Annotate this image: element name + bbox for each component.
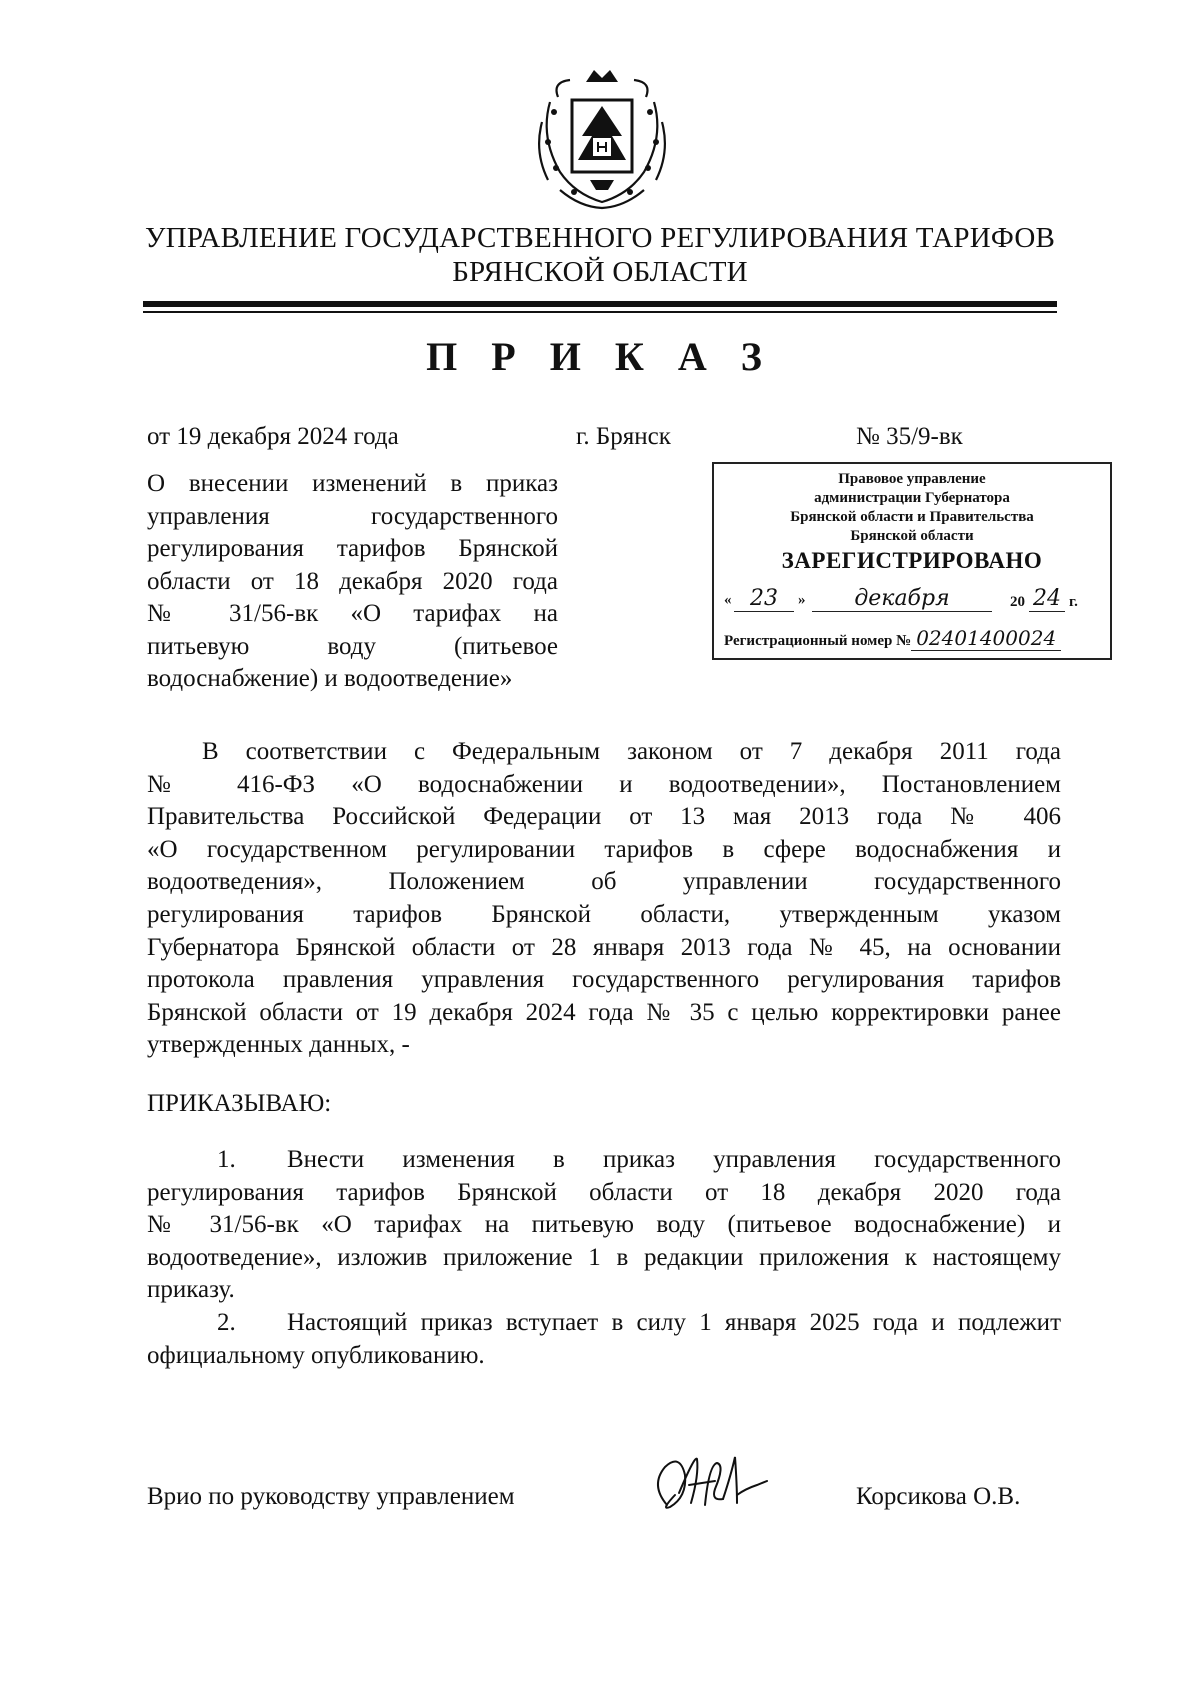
handwritten-signature: [645, 1445, 775, 1520]
stamp-day: 23: [734, 586, 794, 612]
subject-line: питьевую воду (питьевое: [147, 632, 558, 660]
document-subject: [147, 468, 558, 696]
item-line: водоотведение», изложив приложение 1 в редакции приложения к настоящему: [147, 1243, 1061, 1271]
item-number: 2.: [217, 1308, 236, 1336]
org-title-line2: БРЯНСКОЙ ОБЛАСТИ: [452, 256, 748, 288]
signatory-name: Корсикова О.В.: [856, 1483, 1021, 1510]
signatory-position: Врио по руководству управлением: [147, 1483, 515, 1510]
subject-line: № 31/56-вк «О тарифах на: [147, 600, 558, 627]
stamp-registration: [724, 626, 1109, 651]
order-word: ПРИКАЗЫВАЮ:: [147, 1090, 332, 1117]
stamp-reg-number: 02401400024: [911, 626, 1061, 651]
item-first-line: [147, 1144, 1061, 1177]
item-first-line: [147, 1307, 1061, 1340]
stamp-year-suffix: 24: [1029, 586, 1065, 612]
registration-stamp: [712, 462, 1112, 660]
item-line: № 31/56-вк «О тарифах на питьевую воду (питьевое водоснабжение) и: [147, 1211, 1061, 1239]
stamp-line2: администрации Губернатора: [814, 490, 1010, 506]
item-line: регулирования тарифов Брянской области от 18 декабря 2020 года: [147, 1178, 1061, 1206]
preamble-line: Губернатора Брянской области от 28 января 2013 года № 45, на основании: [147, 933, 1061, 961]
item-number: 1.: [217, 1146, 236, 1173]
item-text: Настоящий приказ вступает в силу 1 января 2025 года и подлежит: [287, 1308, 1061, 1336]
stamp-year-prefix: 20: [1010, 594, 1025, 610]
order-items: [147, 1144, 1061, 1372]
org-title-line1: УПРАВЛЕНИЕ ГОСУДАРСТВЕННОГО РЕГУЛИРОВАНИЯ ТАРИФОВ: [144, 222, 1056, 254]
item-text: Внести изменения в приказ управления государственного: [287, 1146, 1061, 1173]
header-rule-thick: [143, 301, 1057, 307]
subject-line: О внесении изменений в приказ: [147, 470, 558, 497]
stamp-line4: Брянской области: [850, 528, 974, 544]
preamble-line: Правительства Российской Федерации от 13 мая 2013 года № 406: [147, 803, 1061, 831]
document-date: от 19 декабря 2024 года: [147, 423, 399, 450]
preamble: [147, 736, 1061, 1062]
stamp-year-unit: г.: [1069, 594, 1078, 610]
stamp-month: декабря: [812, 586, 992, 612]
item-line: приказу.: [147, 1276, 235, 1304]
item-line: официальному опубликованию.: [147, 1341, 485, 1369]
coat-of-arms-icon: [530, 62, 674, 210]
preamble-line: В соответствии с Федеральным законом от 7 декабря 2011 года: [202, 738, 1061, 765]
subject-line: регулирования тарифов Брянской: [147, 535, 558, 562]
header-rule-thin: [143, 311, 1057, 313]
stamp-status: ЗАРЕГИСТРИРОВАНО: [781, 548, 1043, 573]
stamp-line1: Правовое управление: [838, 471, 986, 487]
stamp-date: « 23 » декабря 20 24 г.: [724, 586, 1078, 611]
preamble-line: протокола правления управления государственного регулирования тарифов: [147, 966, 1061, 994]
document-city: г. Брянск: [576, 423, 671, 450]
subject-line: управления государственного: [147, 502, 558, 530]
preamble-line: № 416-ФЗ «О водоснабжении и водоотведении», Постановлением: [147, 770, 1061, 798]
preamble-line: регулирования тарифов Брянской области, утвержденным указом: [147, 900, 1061, 928]
preamble-line: «О государственном регулировании тарифов в сфере водоснабжения и: [147, 835, 1061, 863]
subject-line: области от 18 декабря 2020 года: [147, 567, 558, 595]
stamp-line3: Брянской области и Правительства: [790, 509, 1034, 525]
subject-line: водоснабжение) и водоотведение»: [147, 665, 513, 692]
preamble-line: утвержденных данных, -: [147, 1031, 410, 1059]
preamble-line: Брянской области от 19 декабря 2024 года № 35 с целью корректировки ранее: [147, 998, 1061, 1026]
stamp-reg-label: Регистрационный номер №: [724, 633, 912, 649]
document-number: № 35/9-вк: [856, 423, 963, 450]
preamble-line: водоотведения», Положением об управлении государственного: [147, 868, 1061, 896]
document-type-title: П Р И К А З: [426, 334, 774, 379]
